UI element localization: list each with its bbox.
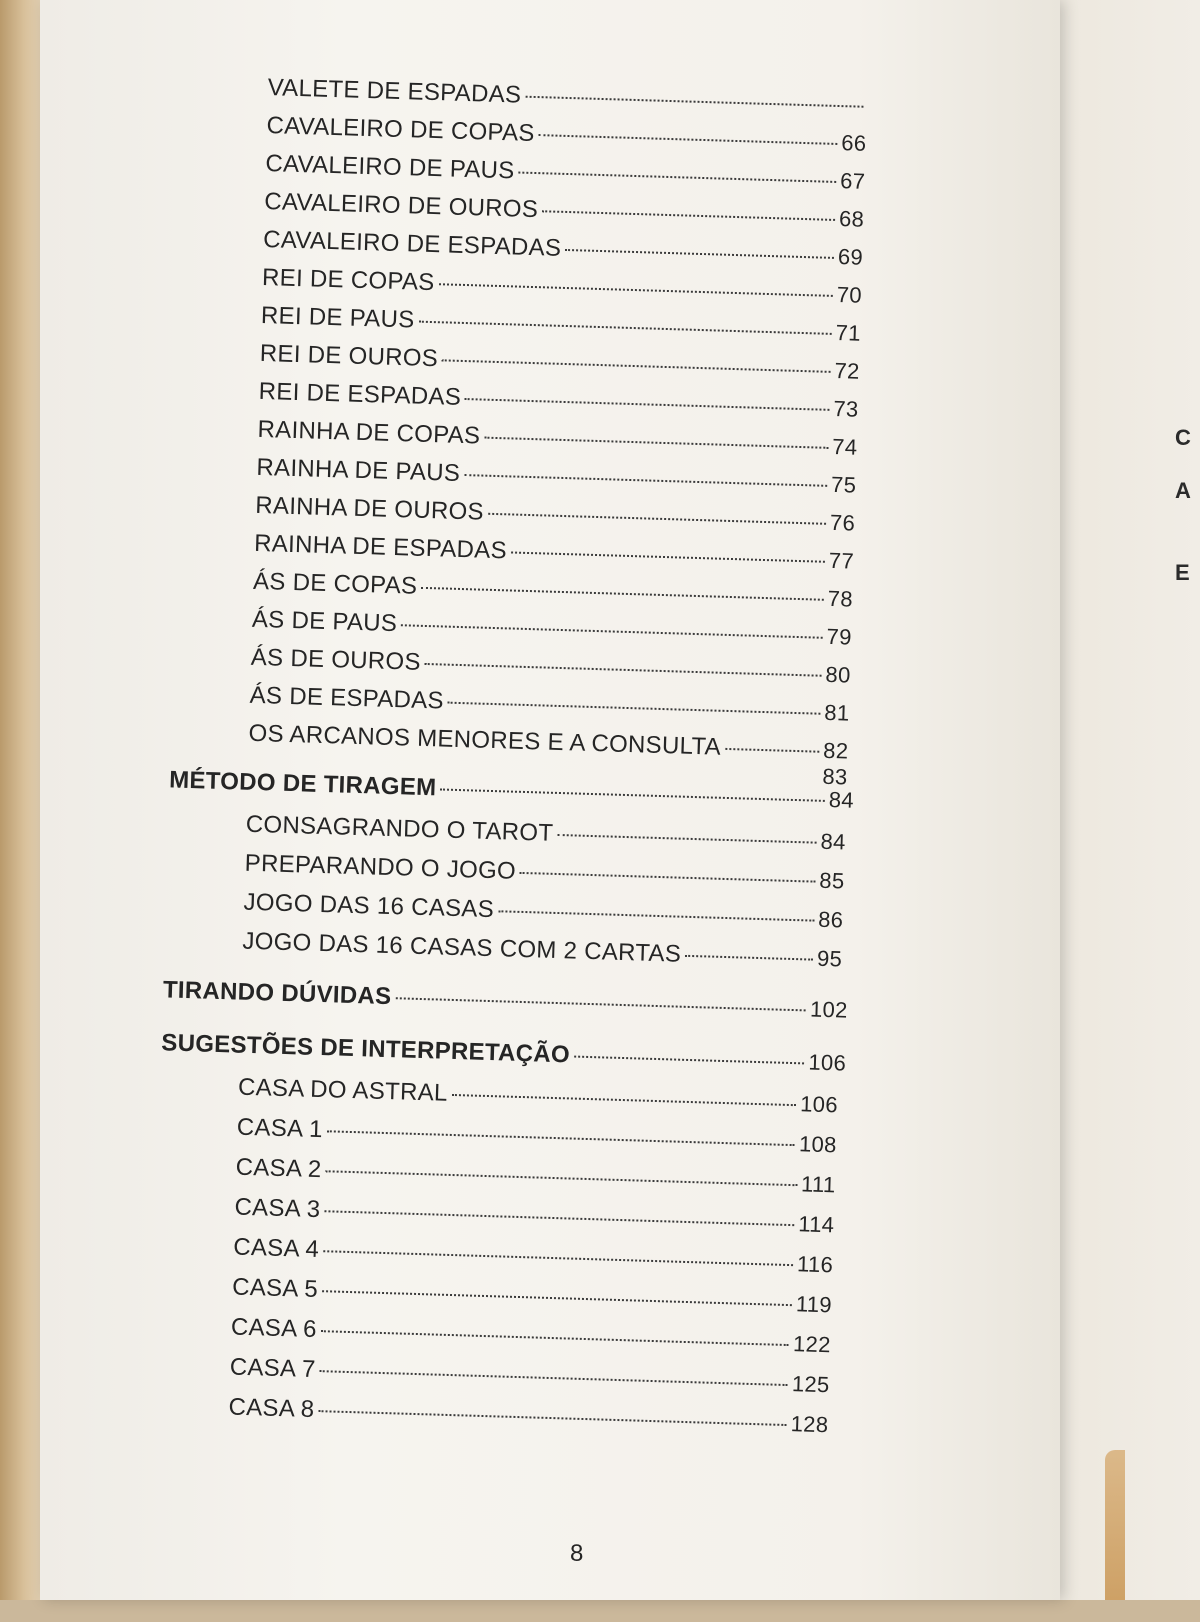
toc-entry-page: 111 — [800, 1171, 836, 1198]
toc-section-label: SUGESTÕES DE INTERPRETAÇÃO — [160, 1029, 571, 1069]
toc-section — [161, 1029, 847, 1077]
toc-entry-page: 72 — [834, 357, 860, 384]
dot-leader — [542, 210, 835, 221]
toc-entry-label: CASA 4 — [232, 1233, 320, 1264]
toc-entry — [255, 492, 856, 538]
toc-section-label: MÉTODO DE TIRAGEM — [168, 766, 437, 802]
dot-leader — [557, 834, 816, 844]
toc-entry — [238, 1074, 839, 1120]
dot-leader — [439, 283, 833, 297]
book-page — [40, 0, 1060, 1600]
dot-leader — [574, 1056, 805, 1065]
toc-entry-page: 95 — [816, 945, 843, 972]
toc-entry-label: CASA 2 — [235, 1153, 322, 1184]
toc-entry-page: 69 — [837, 244, 864, 270]
toc-entry-page: 74 — [831, 433, 858, 460]
toc-entry — [243, 889, 844, 935]
toc-entry-label: CASA 6 — [230, 1313, 318, 1344]
toc-entry-page: 71 — [835, 320, 862, 346]
toc-entry — [263, 226, 864, 272]
toc-entry — [236, 1114, 837, 1160]
dot-leader — [325, 1170, 797, 1186]
toc-entry-page: 76 — [829, 509, 856, 536]
toc-entry-label: CONSAGRANDO O TAROT — [245, 810, 554, 847]
dot-leader — [488, 513, 826, 525]
toc-section-page: 84 — [828, 787, 855, 813]
toc-entry-label: REI DE PAUS — [260, 301, 415, 334]
dot-leader — [322, 1290, 792, 1306]
dot-leader — [323, 1250, 793, 1266]
dot-leader — [318, 1410, 786, 1426]
toc-entry-label: CAVALEIRO DE COPAS — [266, 112, 536, 147]
toc-entry — [256, 454, 857, 500]
toc-entry-label: ÁS DE PAUS — [251, 605, 398, 638]
toc-entry-page: 84 — [820, 828, 847, 855]
dot-leader — [320, 1370, 788, 1386]
toc-entry — [266, 112, 867, 158]
dot-leader — [421, 587, 824, 601]
toc-entry-page: 106 — [799, 1091, 839, 1118]
toc-entry — [262, 264, 863, 310]
dot-leader — [395, 997, 806, 1011]
toc-entry — [253, 568, 854, 614]
toc-section-page: 106 — [808, 1049, 847, 1076]
toc-entry — [254, 530, 855, 576]
toc-entry — [233, 1234, 834, 1280]
toc-entry-label: CAVALEIRO DE PAUS — [265, 150, 515, 185]
toc-entry-label: OS ARCANOS MENORES E A CONSULTA — [248, 719, 722, 761]
toc-entry-page: 82 — [822, 737, 849, 764]
toc-entry-page: 114 — [797, 1211, 835, 1238]
toc-entry-label: CASA DO ASTRAL — [237, 1073, 449, 1107]
toc-entry-label: REI DE COPAS — [261, 263, 435, 297]
dot-leader — [518, 172, 836, 183]
toc-entry-label: RAINHA DE PAUS — [256, 453, 461, 487]
toc-entry-label: RAINHA DE OUROS — [254, 491, 485, 526]
toc-entry-label: RAINHA DE COPAS — [257, 415, 481, 450]
toc-entry-page: 85 — [819, 867, 845, 894]
toc-entry-page: 67 — [839, 168, 866, 194]
right-page-letter-1: C — [1175, 425, 1191, 450]
dot-leader — [520, 872, 815, 883]
dot-leader — [725, 748, 819, 753]
dot-leader — [448, 702, 821, 715]
toc-entry — [250, 644, 851, 690]
toc-entry — [244, 850, 845, 896]
dot-leader — [525, 96, 863, 108]
dot-leader — [452, 1094, 797, 1106]
toc-entry — [259, 340, 860, 386]
toc-entry-label: REI DE OUROS — [259, 339, 439, 373]
dot-leader — [418, 321, 831, 335]
page-number: 8 — [570, 1540, 584, 1567]
toc-entry-page: 68 — [838, 206, 865, 232]
toc-entry-page: 83 — [822, 763, 848, 790]
dot-leader — [484, 437, 828, 449]
toc-entry-label: CASA 1 — [236, 1113, 324, 1144]
dot-leader — [327, 1130, 795, 1146]
toc-entry — [267, 74, 868, 120]
dot-leader — [685, 955, 813, 961]
toc-entry-page: 73 — [833, 395, 859, 422]
toc-entry — [257, 416, 858, 462]
toc-section-page: 102 — [809, 996, 849, 1023]
dot-leader — [425, 663, 822, 677]
toc-entry-page: 116 — [796, 1251, 834, 1278]
toc-entry-label: RAINHA DE ESPADAS — [253, 529, 508, 565]
toc-entry-page: 78 — [827, 585, 854, 612]
toc-entry-label: PREPARANDO O JOGO — [244, 849, 517, 885]
toc-entry-page: 77 — [828, 547, 855, 574]
toc-entry-page: 81 — [824, 699, 850, 726]
toc-entry-label: JOGO DAS 16 CASAS — [243, 888, 495, 924]
right-page-letter-3: E — [1175, 560, 1190, 585]
toc-entry-page: 79 — [826, 623, 853, 650]
toc-entry — [235, 1154, 836, 1200]
toc-entry-page: 128 — [790, 1411, 829, 1438]
toc-entry-label: CASA 7 — [229, 1353, 317, 1384]
toc-entry — [234, 1194, 835, 1240]
dot-leader — [324, 1210, 794, 1226]
toc-entry-page: 66 — [840, 130, 867, 156]
toc-entry-label: CASA 3 — [234, 1193, 321, 1224]
toc-entry-page: 80 — [825, 661, 851, 688]
toc-entry — [228, 1393, 829, 1439]
toc-entry — [261, 302, 862, 348]
right-page-letter-2: A — [1175, 478, 1191, 503]
dot-leader — [511, 551, 825, 562]
dot-leader — [401, 624, 823, 639]
toc-entry-label: CAVALEIRO DE ESPADAS — [262, 225, 562, 262]
toc-entry-label: REI DE ESPADAS — [258, 377, 462, 411]
toc-entry-label: CAVALEIRO DE OUROS — [263, 188, 539, 224]
toc-section-label: TIRANDO DÚVIDAS — [162, 976, 392, 1011]
toc-entry — [242, 928, 843, 974]
toc-entry-label: ÁS DE ESPADAS — [249, 681, 445, 715]
page-gilt-edge — [1105, 1450, 1125, 1600]
toc-entry — [231, 1314, 832, 1360]
toc-entry — [258, 378, 859, 424]
toc-entry-page: 86 — [817, 906, 844, 933]
toc-entry — [232, 1274, 833, 1320]
dot-leader — [442, 359, 831, 373]
toc-entry-label: ÁS DE OUROS — [250, 643, 422, 676]
toc-entry-label: CASA 5 — [231, 1273, 319, 1304]
dot-leader — [565, 249, 834, 259]
toc-entry-page: 122 — [792, 1331, 832, 1358]
dot-leader — [321, 1330, 789, 1346]
dot-leader — [440, 788, 824, 801]
toc-entry — [229, 1353, 830, 1399]
dot-leader — [465, 398, 829, 411]
dot-leader — [539, 134, 838, 145]
dot-leader — [498, 910, 814, 921]
toc-entry-label: VALETE DE ESPADAS — [267, 74, 522, 109]
toc-entry-page: 108 — [798, 1131, 838, 1158]
toc-entry-page: 75 — [830, 471, 857, 498]
toc-entry-label: CASA 8 — [228, 1393, 315, 1424]
toc-entry — [249, 682, 850, 728]
toc-entry — [252, 606, 853, 652]
toc-entry-page: 119 — [795, 1291, 833, 1318]
toc-entry — [245, 811, 846, 857]
toc-entry-page: 70 — [836, 282, 863, 308]
toc-entry — [264, 188, 865, 234]
dot-leader — [464, 474, 827, 487]
toc-entry-page: 125 — [791, 1371, 830, 1398]
toc-entry-label: JOGO DAS 16 CASAS COM 2 CARTAS — [242, 927, 682, 968]
toc-entry-label: ÁS DE COPAS — [252, 567, 418, 600]
toc-entry — [265, 150, 866, 196]
toc-section — [163, 976, 849, 1024]
